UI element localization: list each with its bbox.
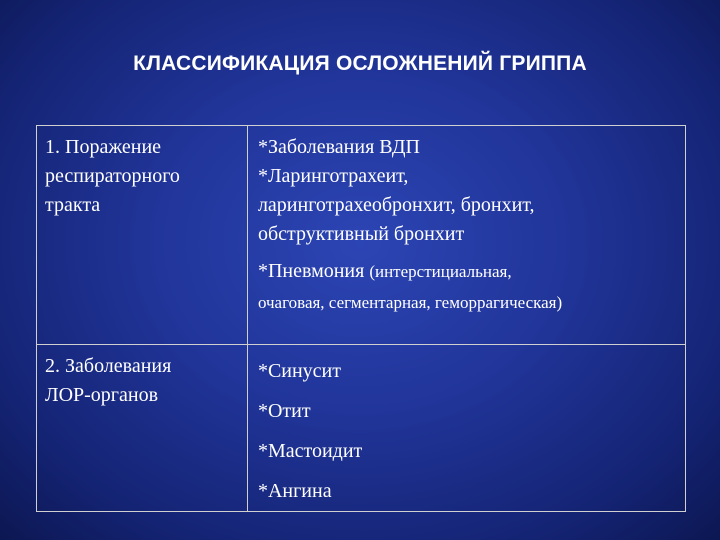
complication-item: *Ларинготрахеит, xyxy=(257,165,409,187)
complications-cell xyxy=(247,126,685,345)
pneumonia-label: *Пневмония xyxy=(257,260,370,282)
complication-item-continued: обструктивный бронхит xyxy=(257,223,465,245)
slide-title: КЛАССИФИКАЦИЯ ОСЛОЖНЕНИЙ ГРИППА xyxy=(133,52,587,75)
table-row xyxy=(37,345,686,512)
category-text-line: тракта xyxy=(45,194,101,216)
complication-item: *Ангина xyxy=(257,480,332,502)
category-text-line: 2. Заболевания xyxy=(45,355,172,377)
complication-item-continued: ларинготрахеобронхит, бронхит, xyxy=(257,194,535,216)
table-row xyxy=(37,126,686,345)
complication-item: *Мастоидит xyxy=(257,440,363,462)
category-text-line: 1. Поражение xyxy=(45,136,162,158)
category-text-line: респираторного xyxy=(45,165,180,187)
complication-item-pneumonia xyxy=(258,257,685,286)
category-cell xyxy=(37,345,248,512)
complications-cell xyxy=(247,345,685,512)
complication-item: *Синусит xyxy=(257,360,342,382)
complication-item: *Заболевания ВДП xyxy=(257,136,420,158)
category-text-line: ЛОР-органов xyxy=(45,384,159,406)
pneumonia-types-continued: очаговая, сегментарная, геморрагическая) xyxy=(257,293,563,312)
complication-item: *Отит xyxy=(257,400,311,422)
category-cell xyxy=(37,126,248,345)
pneumonia-types: (интерстициальная, xyxy=(369,262,512,281)
complications-table xyxy=(36,125,686,512)
